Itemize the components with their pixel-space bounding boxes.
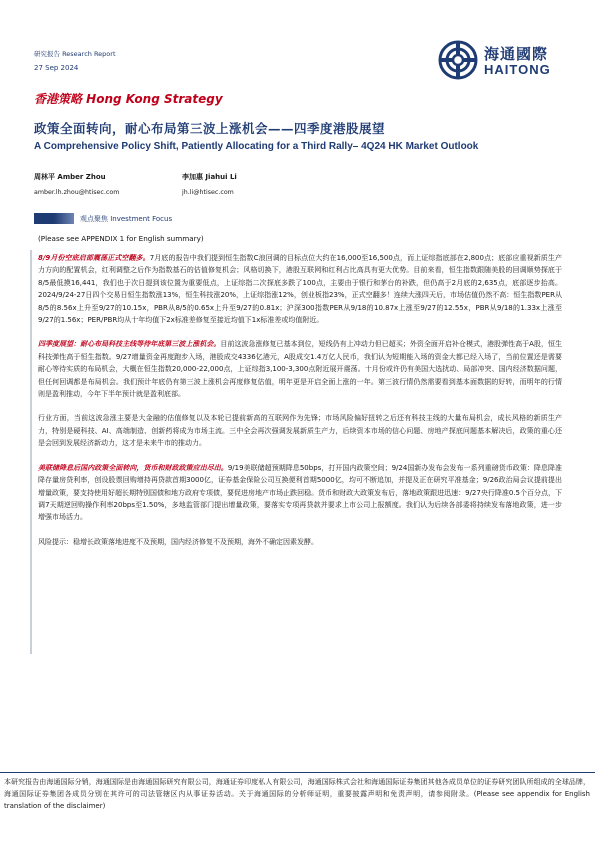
paragraph-3-text: 行业方面，当前这波急涨主要是大金融的估值修复以及本轮已提前新高的互联网作为先锋；市场风险偏好扭转之后还有科技主线的大量布局机会，成长风格的新质生产力，特别是硬科技、AI、高端制造、创新药将成为市场主流。三中全会再次强调发展新质生产力，后续资本市场的信心问题、房地产探底问题基本解决后，政策的重心还是会回到发展经济新动力，这才是未来牛市的推动力。 <box>38 414 562 448</box>
paragraph-2 <box>38 338 562 400</box>
risk-note: 风险提示：稳增长政策落地进度不及预期，国内经济修复不及预期，海外不确定因素发酵。 <box>38 537 318 546</box>
paragraph-4-text: 9/19美联储超预期降息50bps，打开国内政策空间；9/24国新办发布会发布一系列重磅货币政策：降息降准降存量房贷利率，创设股票回购增持再贷款首期3000亿，证券基金保险公司互换便利首期5000亿，均可不断追加，并提及正在研究平准基金；9/26政治局会议提前提出增量政策，要支持使用好超长期特别国债和地方政府专项债，要促进房地产市场止跌回稳。货币和财政大政策发布后，落地政策跟进迅速：9/27央行降准0.5个百分点，下调7天期逆回购操作利率20bps至1.50%，多地监管部门提出增量政策，要落实专项再贷款并要求上市公司上报额度。我们认为后续各部委将持续发布落地政策，进一步增强市场活力。 <box>38 463 562 522</box>
paragraph-3 <box>38 412 562 449</box>
strategy-label: 香港策略 Hong Kong Strategy <box>34 92 223 106</box>
logo-text-cn: 海通國際 <box>484 45 549 63</box>
footer-divider <box>0 772 595 773</box>
report-date: 27 Sep 2024 <box>34 64 79 72</box>
author-name-2: 李加惠 Jiahui Li <box>182 173 237 181</box>
author-name-1: 周林平 Amber Zhou <box>34 173 106 181</box>
focus-label: 观点聚焦 Investment Focus <box>80 215 173 223</box>
body-content <box>38 252 562 548</box>
paragraph-2-lead: 四季度展望：耐心布局科技主线等待年底第三波上涨机会。 <box>38 340 221 349</box>
author-email-1[interactable]: amber.lh.zhou@htisec.com <box>34 189 120 196</box>
paragraph-1-text: 7月底的报告中我们提到恒生指数C浪回调的目标点位大约在16,000至16,500点，而上证综指底部在2,800点；底部应重视新质生产力方向的配置机会，红利调整之后作为指数基石的估值修复机会；风格切换下，港股互联网和红利占比高具有更大优势。目前来看，恒生指数跟随美股的回调顺势探底于8/5最低摸16,441，我们也于次日提到该位置为重要低点，上证综指二次探底多跌了100点，主要由于银行和茅台的补跌，但仍高于2月底的2,635点，底部逐步抬高。2024/9/24-27日四个交易日恒生指数涨13%，恒生科技涨20%，上证综指涨12%，创业板指23%，正式空翻多！连续大涨四天后，市场估值仍然不高：恒生指数PER从8/5的8.56x上升至9/27的10.15x，PBR从8/5的0.65x上升至9/27的0.81x；沪深300指数PER从9/18的10.87x上涨至9/27的12.55x，PBR从9/18的1.33x上涨至9/27的1.56x；PER/PBR均从十年均值下2x标准差修复至接近均值下1x标准差或均值附近。 <box>38 254 562 325</box>
title-en: A Comprehensive Policy Shift, Patiently Allocating for a Third Rally– 4Q24 HK Market Outlook <box>34 141 479 152</box>
paragraph-4 <box>38 462 562 524</box>
footer-disclaimer: 本研究报告由海通国际分销，海通国际是由海通国际研究有限公司，海通证券印度私人有限公司，海通国际株式会社和海通国际证券集团其他各成员单位的证券研究团队所组成的全球品牌，海通国际证券集团各成员分别在其许可的司法管辖区内从事证券活动。关于海通国际的分析师证明，重要披露声明和免责声明，请参阅附录。(Please see appendix for English translation of the disclaimer) <box>4 778 590 810</box>
author-email-2[interactable]: jh.li@htisec.com <box>182 189 234 196</box>
appendix-note: (Please see APPENDIX 1 for English summary) <box>38 234 204 243</box>
report-type: 研究报告 Research Report <box>34 50 116 58</box>
paragraph-2-text: 目前这波急涨修复已基本到位，短线仍有上冲动力但已超买；外资全面开启补仓模式，港股弹性高于A股，恒生科技弹性高于恒生指数。9/27增量资金再度跑步入场，港股成交4336亿港元，A股成交1.4万亿人民币，我们认为短期能入场的资金大都已经入场了，当前位置还是需要耐心等待实质的布局机会，大概在恒生指数20,000-22,000点，上证综指3,100-3,300点附近展开震荡。十月份或许仍有美国大选扰动、局部冲突、国内经济数据问题，但任何回调都是布局机会。我们预计年底仍有第三波上涨机会再度修复估值，明年更是开启全面上涨的一年。第三波行情仍然需要看到基本面数据的好转，而明年的行情则是盈利推动，今年下半年预计就是盈利底部。 <box>38 340 562 399</box>
paragraph-4-lead: 美联储降息后国内政策全面转向，货币和财政政策应出尽出。 <box>38 463 228 472</box>
logo-text-en: HAITONG <box>484 62 551 77</box>
focus-bar <box>34 213 74 224</box>
paragraph-1-lead: 8/9月份空底启部震荡正式空翻多。 <box>38 254 150 262</box>
paragraph-1 <box>38 252 562 326</box>
haitong-logo-icon <box>438 40 478 80</box>
title-cn: 政策全面转向，耐心布局第三波上涨机会——四季度港股展望 <box>34 121 386 136</box>
